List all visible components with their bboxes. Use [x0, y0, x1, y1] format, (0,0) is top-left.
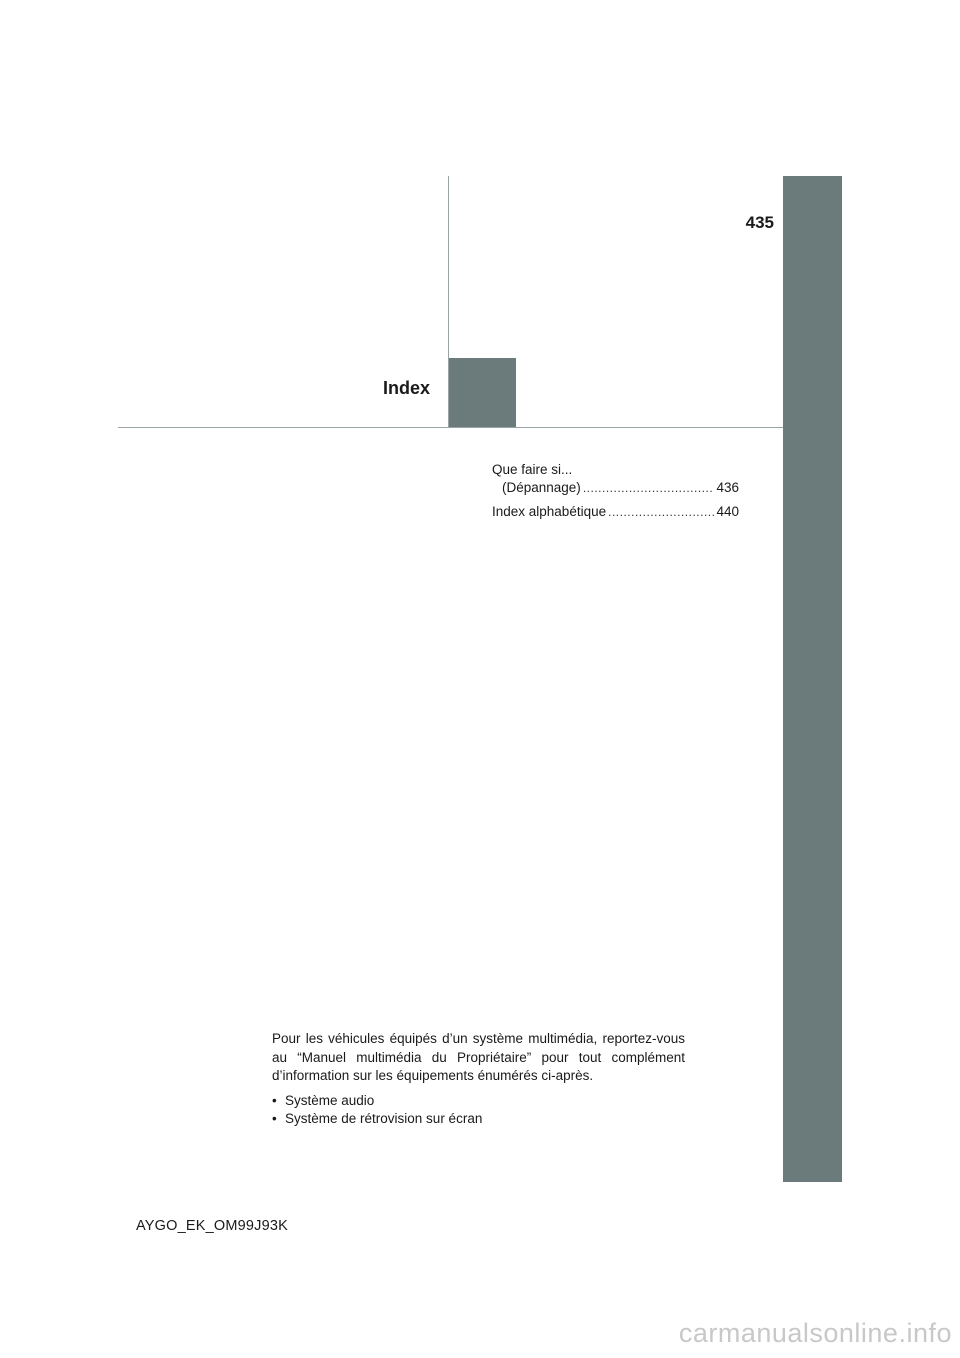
- note-list: [272, 1092, 685, 1129]
- watermark-text: carmanualsonline.info: [678, 1318, 952, 1348]
- toc-entry-page: 440: [716, 504, 739, 519]
- document-code: AYGO_EK_OM99J93K: [136, 1218, 289, 1234]
- header-horizontal-rule: [118, 427, 783, 428]
- toc-entry-page: 436: [716, 480, 739, 495]
- list-item-text: Système audio: [285, 1092, 375, 1108]
- page-number: 435: [745, 213, 774, 232]
- toc-entry-depannage[interactable]: [492, 461, 739, 497]
- list-item: [272, 1092, 685, 1111]
- toc-entry-heading: [492, 461, 739, 479]
- section-marker-block: [449, 358, 516, 427]
- toc-entry-subtitle: (Dépannage): [502, 480, 581, 495]
- chapter-side-tab: [783, 176, 842, 1182]
- list-item: [272, 1110, 685, 1129]
- bullet-icon: •: [272, 1111, 277, 1126]
- dot-leader: [608, 503, 714, 521]
- note-paragraph: Pour les véhicules équipés d’un système multimédia, reportez-vous au “Manuel multimédia du Propriétaire” pour tout complément d’information sur les équipements énumérés ci-après.: [272, 1031, 685, 1083]
- toc-entry-index-alphabetique[interactable]: [492, 503, 739, 521]
- dot-leader: [583, 479, 715, 497]
- table-of-contents: [492, 461, 739, 527]
- toc-entry-heading: [492, 503, 739, 521]
- toc-entry-subline: [492, 479, 739, 497]
- toc-entry-title: Que faire si...: [492, 462, 573, 477]
- section-title: Index: [382, 378, 430, 398]
- list-item-text: Système de rétrovision sur écran: [285, 1111, 483, 1126]
- toc-entry-title: Index alphabétique: [492, 504, 607, 519]
- bullet-icon: •: [272, 1092, 277, 1108]
- multimedia-note: [272, 1030, 685, 1129]
